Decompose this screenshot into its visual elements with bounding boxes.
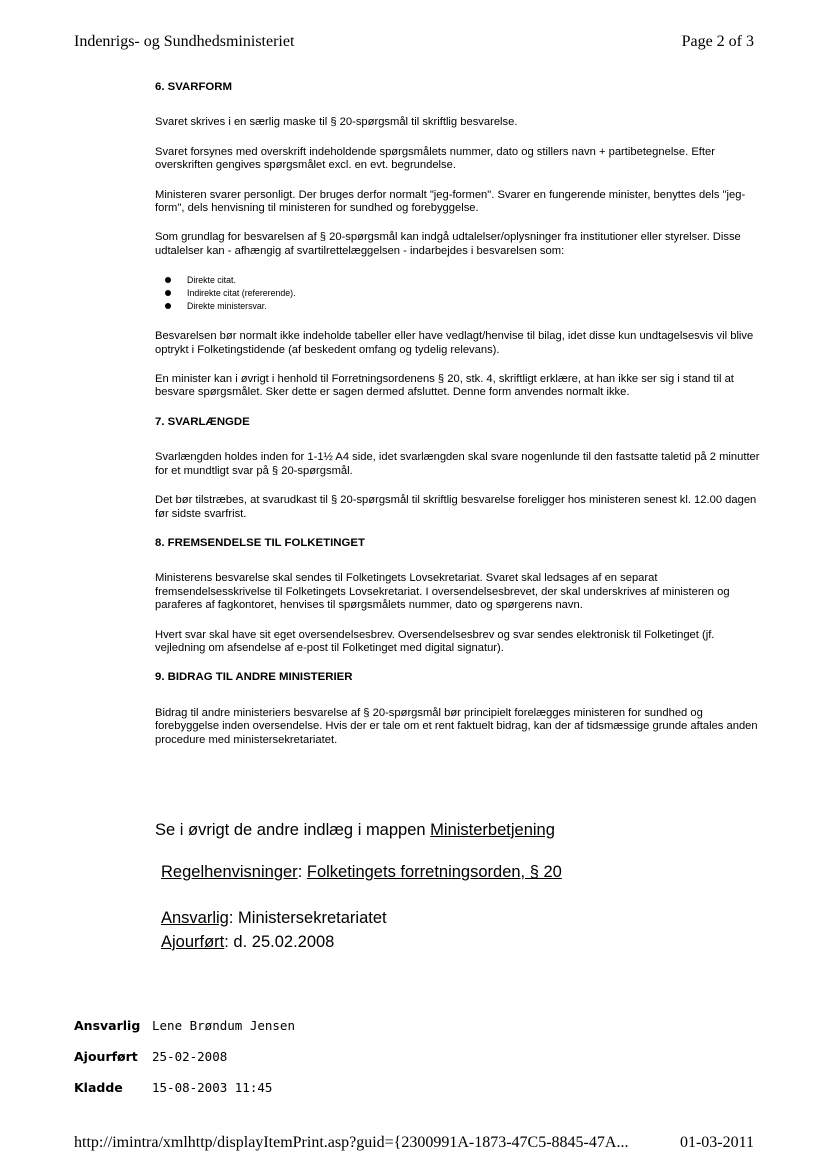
ajourfort-label: Ajourført (161, 933, 225, 951)
section-8-paragraph: Hvert svar skal have sit eget oversendelsesbrev. Oversendelsesbrev og svar sendes elektronisk til Folketinget (jf. vejledning om afsendelse af e-post til Folketinget med digital signatur). (155, 628, 715, 654)
section-7-paragraph: Svarlængden holdes inden for 1-1½ A4 side, idet svarlængden skal svare nogenlunde til den fastsatte taletid på 2 minutter for et mundtligt svar på § 20-spørgsmål. (155, 451, 760, 477)
header-ministry: Indenrigs- og Sundhedsministeriet (74, 33, 295, 50)
list-item: Direkte ministersvar. (187, 300, 760, 313)
page-number: Page 2 of 3 (681, 33, 754, 50)
meta-value: 15-08-2003 11:45 (152, 1080, 273, 1095)
section-8-paragraph: Ministerens besvarelse skal sendes til Folketingets Lovsekretariat. Svaret skal ledsages af en separat fremsendelsesskrivelse til Folketingets Lovsekretariat. I oversendelsesbrevet, der skal underskrives af ministeren og paraferes af fagkontoret, henvises til spørgsmålets nummer, dato og spørgerens navn. (155, 572, 730, 612)
regel-separator: : (297, 863, 307, 881)
section-7-paragraph: Det bør tilstræbes, at svarudkast til § 20-spørgsmål til skriftlig besvarelse foreligger hos ministeren senest kl. 12.00 dagen før sidste svarfrist. (155, 494, 757, 520)
ajourfort-value: : d. 25.02.2008 (224, 933, 335, 951)
ansvarlig-line (161, 908, 387, 929)
meta-key: Ansvarlig (74, 1018, 141, 1033)
section-9-paragraph: Bidrag til andre ministeriers besvarelse af § 20-spørgsmål bør principielt forelægges ministeren for sundhed og forebyggelse inden oversendelse. Hvis der er tale om et rent faktuelt bidrag, kan der af tidsmæssige grunde aftales anden procedure med ministersekretariatet. (155, 706, 758, 746)
footer-date: 01-03-2011 (679, 1134, 754, 1151)
section-8-title: 8. FREMSENDELSE TIL FOLKETINGET (155, 536, 365, 549)
meta-value: 25-02-2008 (152, 1049, 228, 1064)
meta-ansvarlig (74, 1018, 295, 1033)
regelhenvisninger-label: Regelhenvisninger (161, 863, 298, 881)
section-6-paragraph: Svaret forsynes med overskrift indeholdende spørgsmålets nummer, dato og stillers navn + partibetegnelse. Efter overskriften gengives spørgsmålet excl. en evt. begrundelse. (155, 145, 715, 172)
section-7-title: 7. SVARLÆNGDE (155, 415, 250, 428)
meta-key: Kladde (74, 1080, 123, 1095)
section-9-title: 9. BIDRAG TIL ANDRE MINISTERIER (155, 671, 353, 684)
meta-kladde (74, 1080, 272, 1095)
section-6-paragraph: Besvarelsen bør normalt ikke indeholde tabeller eller have vedlagt/henvise til bilag, idet disse kun undtagelsesvis vil blive optrykt i Folketingstidende (af beskedent omfang og tydelig relevans). (155, 330, 754, 356)
forretningsorden-link[interactable]: Folketingets forretningsorden, § 20 (306, 863, 562, 881)
ansvarlig-value: : Ministersekretariatet (228, 909, 387, 927)
see-also-text: Se i øvrigt de andre indlæg i mappen (155, 821, 431, 839)
section-6-paragraph: En minister kan i øvrigt i henhold til Forretningsordenens § 20, stk. 4, skriftligt erklære, at han ikke ser sig i stand til at besvare spørgsmålet. Sker dette er sagen dermed afsluttet. Denne form anvendes normalt ikke. (155, 373, 734, 399)
meta-value: Lene Brøndum Jensen (152, 1018, 295, 1033)
section-6-paragraph: Som grundlag for besvarelsen af § 20-spørgsmål kan indgå udtalelser/oplysninger fra institutioner eller styrelser. Disse udtalelser kan - afhængig af svartilrettelæggelsen - indarbejdes i besvarelsen som: (155, 231, 741, 257)
ajourfort-line (161, 932, 334, 953)
section-6-paragraph: Svaret skrives i en særlig maske til § 20-spørgsmål til skriftlig besvarelse. (155, 116, 518, 129)
document-body (155, 81, 760, 763)
footer-url: http://imintra/xmlhttp/displayItemPrint.asp?guid={2300991A-1873-47C5-8845-47A... (74, 1134, 629, 1151)
meta-ajourfort (74, 1049, 227, 1064)
section-6-title: 6. SVARFORM (155, 81, 232, 93)
list-item: Indirekte citat (refererende). (187, 287, 760, 300)
citation-list (155, 274, 760, 313)
ansvarlig-label: Ansvarlig (161, 909, 229, 927)
section-6-paragraph: Ministeren svarer personligt. Der bruges derfor normalt "jeg-formen". Svarer en fungerende minister, benyttes dels "jeg-form", dels henvisning til ministeren for sundhed og forebyggelse. (155, 188, 746, 215)
ministerbetjening-link[interactable]: Ministerbetjening (430, 821, 555, 839)
regel-line (161, 862, 562, 883)
meta-key: Ajourført (74, 1049, 138, 1064)
list-item: Direkte citat. (187, 274, 760, 287)
see-also-line (155, 820, 555, 841)
